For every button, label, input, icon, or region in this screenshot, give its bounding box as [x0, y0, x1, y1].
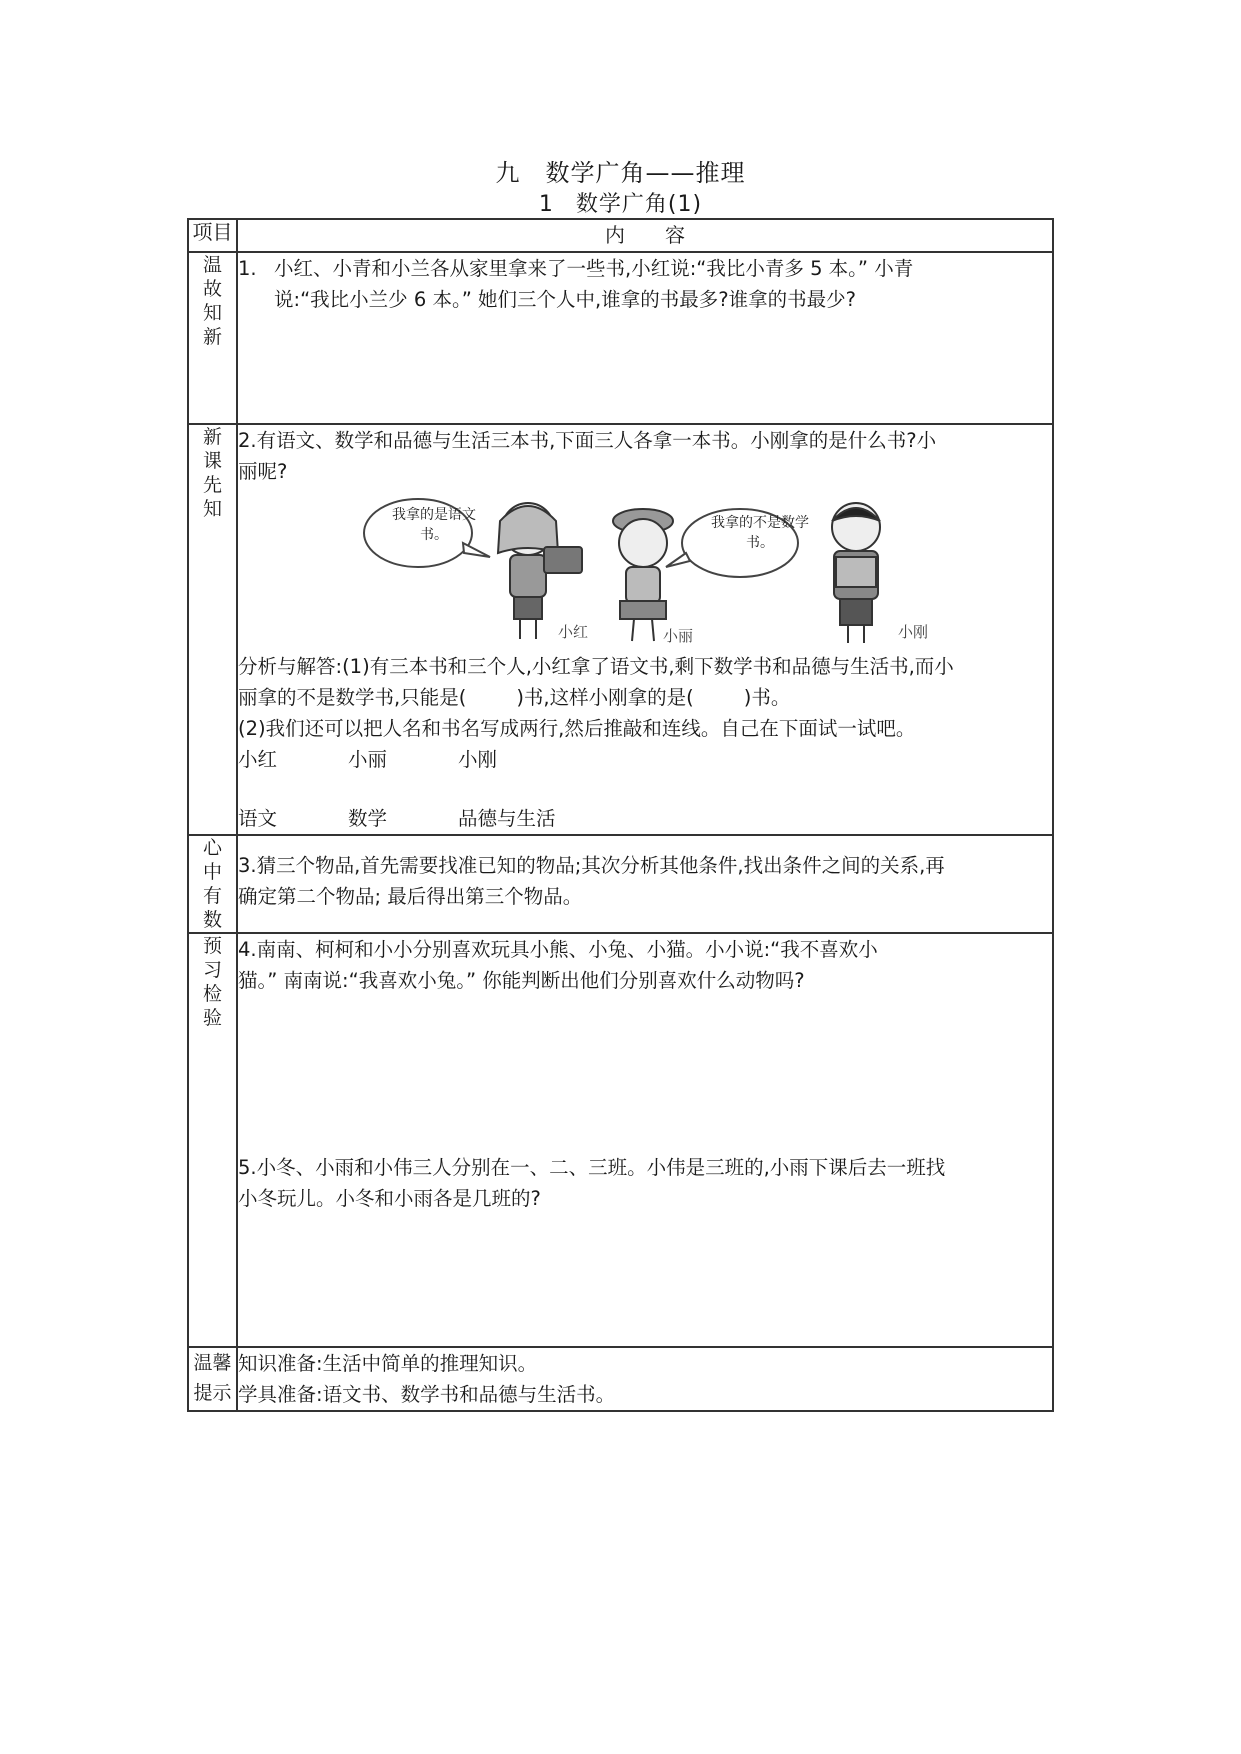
question-5-line-1: 5.小冬、小雨和小伟三人分别在一、二、三班。小伟是三班的,小雨下课后去一班找 — [238, 1156, 946, 1179]
preview-row — [188, 424, 1053, 835]
tips-label-1: 温馨 — [193, 1352, 232, 1374]
check-label-cell — [188, 933, 237, 1347]
header-content-label-1: 内 — [605, 223, 625, 247]
books-row — [238, 803, 1052, 834]
analysis-line-2c: )书。 — [743, 686, 791, 709]
header-content-label-2: 容 — [665, 223, 685, 247]
review-content-cell — [237, 252, 1053, 424]
subtitle-text: 数学广角(1) — [575, 192, 703, 217]
check-row — [188, 933, 1053, 1347]
mind-content-cell — [237, 835, 1053, 933]
question-1-line-2: 说:“我比小兰少 6 本。” 她们三个人中,谁拿的书最多?谁拿的书最少? — [274, 288, 856, 311]
person-2: 小丽 — [348, 748, 388, 771]
header-content-cell — [237, 219, 1053, 252]
question-3-line-2: 确定第二个物品; 最后得出第三个物品。 — [238, 885, 583, 908]
tips-row — [188, 1347, 1053, 1411]
header-row — [188, 219, 1053, 252]
tips-content-cell — [237, 1347, 1053, 1411]
name-label-xiaoli: 小丽 — [663, 627, 694, 645]
preview-label: 新课先知 — [202, 426, 222, 520]
header-item-cell — [188, 219, 237, 252]
question-5-line-2: 小冬玩儿。小冬和小雨各是几班的? — [238, 1187, 541, 1210]
matching-space[interactable] — [238, 775, 1052, 803]
speech-bubble-left — [388, 505, 480, 561]
question-3-line-1: 3.猜三个物品,首先需要找准已知的物品;其次分析其他条件,找出条件之间的关系,再 — [238, 854, 945, 877]
analysis-line-1: 分析与解答:(1)有三本书和三个人,小红拿了语文书,剩下数学书和品德与生活书,而小 — [238, 655, 954, 678]
name-label-xiaogang: 小刚 — [898, 623, 929, 641]
analysis-line-2b: )书,这样小刚拿的是( — [516, 686, 694, 709]
header-item-label: 项目 — [192, 220, 233, 244]
review-label: 温故知新 — [202, 254, 222, 348]
person-3: 小刚 — [458, 748, 498, 771]
mind-row — [188, 835, 1053, 933]
tips-label-2: 提示 — [193, 1382, 232, 1404]
question-4-line-2: 猫。” 南南说:“我喜欢小兔。” 你能判断出他们分别喜欢什么动物吗? — [238, 969, 805, 992]
book-1: 语文 — [238, 807, 278, 830]
worksheet-title: 九 数学广角——推理 — [495, 159, 746, 187]
question-1-text-1: 小红、小青和小兰各从家里拿来了一些书,小红说:“我比小青多 5 本。” 小青 — [274, 257, 914, 280]
question-2-line-2: 丽呢? — [238, 460, 288, 483]
children-illustration — [238, 491, 1052, 651]
review-row — [188, 252, 1053, 424]
analysis-line-2 — [238, 682, 1052, 713]
preview-content-cell — [237, 424, 1053, 835]
speech-text-left: 我拿的是语文书。 — [392, 507, 476, 543]
analysis-line-2a: 丽拿的不是数学书,只能是( — [238, 686, 467, 709]
question-4-line-1: 4.南南、柯柯和小小分别喜欢玩具小熊、小兔、小猫。小小说:“我不喜欢小 — [238, 938, 878, 961]
analysis-line-3: (2)我们还可以把人名和书名写成两行,然后推敲和连线。自己在下面试一试吧。 — [238, 717, 916, 740]
check-label: 预习检验 — [202, 935, 222, 1029]
boy-xiaogang-figure — [832, 503, 880, 643]
review-label-cell — [188, 252, 237, 424]
people-row — [238, 744, 1052, 775]
worksheet-table — [187, 218, 1054, 1412]
book-2: 数学 — [348, 807, 388, 830]
tip-knowledge: 知识准备:生活中简单的推理知识。 — [238, 1352, 538, 1375]
tip-materials: 学具准备:语文书、数学书和品德与生活书。 — [238, 1383, 616, 1406]
mind-label: 心中有数 — [202, 837, 222, 931]
children-drawing — [228, 491, 1074, 651]
answer-space-4[interactable] — [238, 996, 1052, 1152]
subtitle-number: 1 — [538, 192, 554, 217]
speech-text-right: 我拿的不是数学书。 — [711, 515, 809, 551]
speech-bubble-right — [708, 513, 812, 569]
tips-label-cell — [188, 1347, 237, 1411]
person-1: 小红 — [238, 748, 278, 771]
question-1-line-1 — [238, 253, 1052, 284]
worksheet-subtitle — [0, 187, 1241, 218]
question-1-number: 1. — [238, 257, 257, 280]
question-2-line-1: 2.有语文、数学和品德与生活三本书,下面三人各拿一本书。小刚拿的是什么书?小 — [238, 429, 937, 452]
mind-label-cell — [188, 835, 237, 933]
book-3: 品德与生活 — [458, 807, 556, 830]
check-content-cell — [237, 933, 1053, 1347]
name-label-xiaohong: 小红 — [558, 623, 589, 641]
